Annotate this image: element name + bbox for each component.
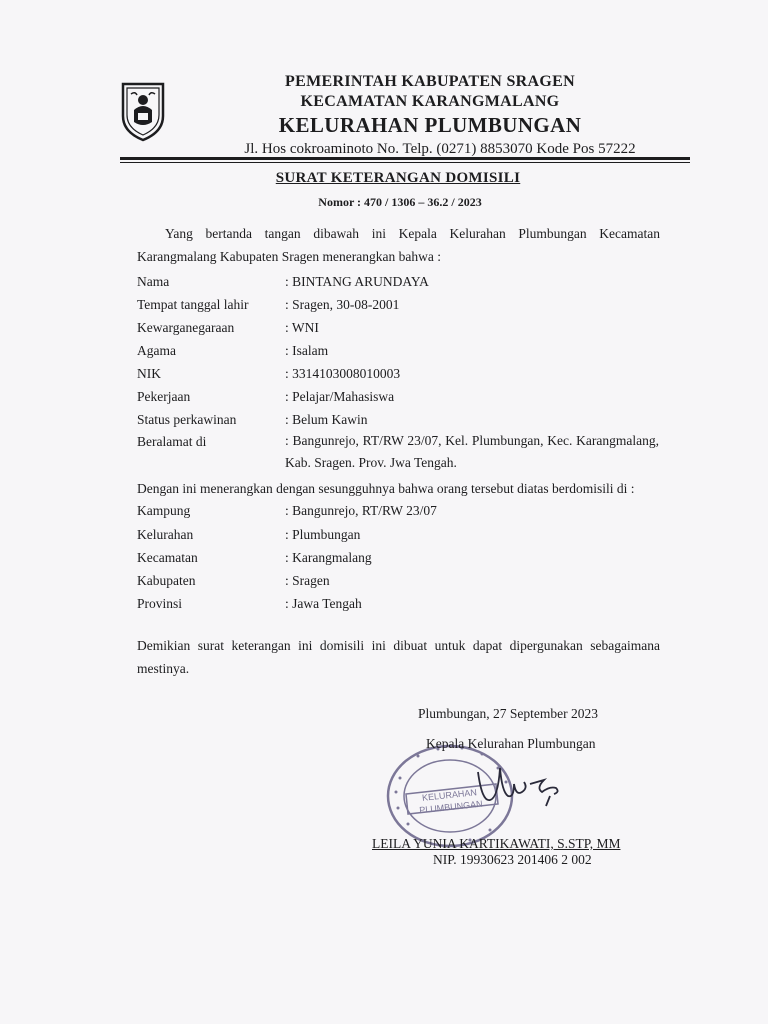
letterhead-district: KECAMATAN KARANGMALANG — [300, 93, 560, 110]
field-value: : 3314103008010003 — [285, 366, 401, 381]
handwritten-signature-icon — [470, 762, 570, 810]
address-value: : Bangunrejo, RT/RW 23/07, Kel. Plumbungan, Kec. Karangmalang, Kab. Sragen. Prov. Jwa Tengah. — [285, 433, 659, 470]
field-value: : WNI — [285, 320, 319, 335]
letterhead-government: PEMERINTAH KABUPATEN SRAGEN — [285, 73, 575, 90]
field-value: : Karangmalang — [285, 550, 372, 565]
field-value: : Pelajar/Mahasiswa — [285, 389, 395, 404]
field-label: Kampung — [137, 503, 191, 518]
letterhead-divider-thin — [120, 162, 690, 163]
field-value: : Jawa Tengah — [285, 596, 362, 611]
field-label: Provinsi — [137, 596, 183, 611]
letter-number: Nomor : 470 / 1306 – 36.2 / 2023 — [318, 195, 482, 209]
letterhead-divider-thick — [120, 157, 690, 160]
field-value: : BINTANG ARUNDAYA — [285, 274, 429, 289]
field-value: : Isalam — [285, 343, 329, 358]
field-label: Status perkawinan — [137, 412, 237, 427]
field-label: Kelurahan — [137, 527, 194, 542]
statement-paragraph: Dengan ini menerangkan dengan sesungguhnya bahwa orang tersebut diatas berdomisili di : — [137, 481, 635, 496]
field-label: Tempat tanggal lahir — [137, 297, 249, 312]
official-name: LEILA YUNIA KARTIKAWATI, S.STP, MM — [372, 836, 621, 851]
svg-text:KELURAHAN: KELURAHAN — [421, 787, 478, 803]
letterhead — [180, 72, 680, 160]
field-value: : Sragen, 30-08-2001 — [285, 297, 400, 312]
field-value: : Belum Kawin — [285, 412, 368, 427]
field-value: : Plumbungan — [285, 527, 361, 542]
field-label: Pekerjaan — [137, 389, 191, 404]
field-label: Nama — [137, 274, 170, 289]
field-value: : Bangunrejo, RT/RW 23/07 — [285, 503, 437, 518]
letter-title: SURAT KETERANGAN DOMISILI — [275, 170, 521, 186]
field-label: Agama — [137, 343, 176, 358]
field-label: NIK — [137, 366, 161, 381]
field-label: Kecamatan — [137, 550, 198, 565]
closing-paragraph: Demikian surat keterangan ini domisili ini dibuat untuk dapat dipergunakan sebagaimana mestinya. — [137, 638, 660, 676]
official-position: Kepala Kelurahan Plumbungan — [426, 736, 596, 751]
field-label: Kabupaten — [137, 573, 196, 588]
official-nip: NIP. 19930623 201406 2 002 — [433, 852, 592, 867]
field-label: Beralamat di — [137, 434, 207, 449]
sragen-emblem-logo — [120, 80, 166, 142]
field-value: : Sragen — [285, 573, 330, 588]
letterhead-village: KELURAHAN PLUMBUNGAN — [278, 113, 582, 137]
field-label: Kewarganegaraan — [137, 320, 235, 335]
intro-paragraph: Yang bertanda tangan dibawah ini Kepala Kelurahan Plumbungan Kecamatan Karangmalang Kabupaten Sragen menerangkan bahwa : — [137, 226, 660, 264]
letterhead-address: Jl. Hos cokroaminoto No. Telp. (0271) 8853070 Kode Pos 57222 — [244, 141, 636, 157]
svg-text:PLUMBUNGAN: PLUMBUNGAN — [418, 798, 484, 816]
place-date: Plumbungan, 27 September 2023 — [418, 706, 598, 721]
